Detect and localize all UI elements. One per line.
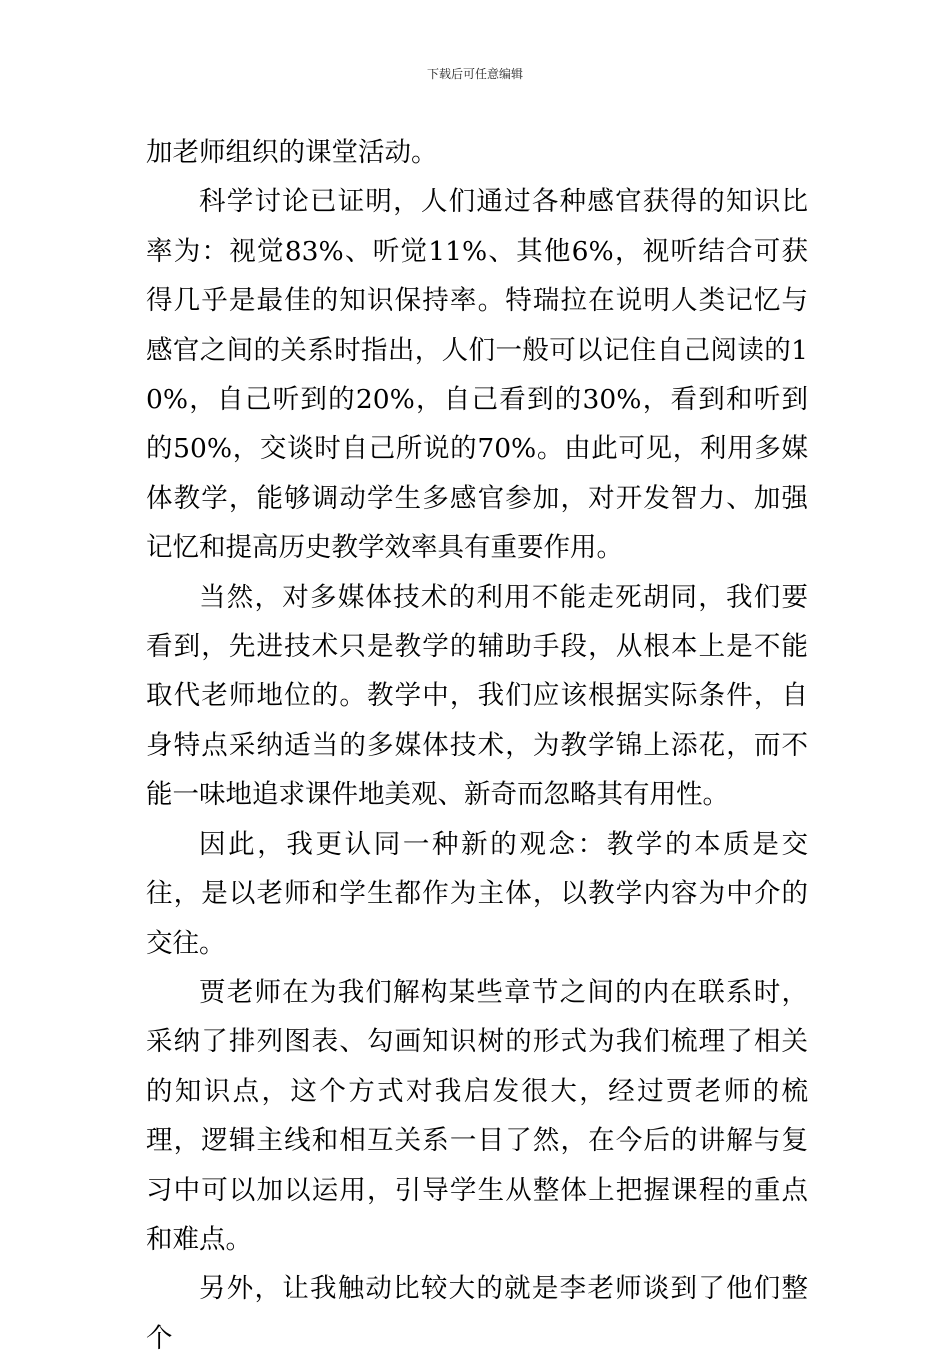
paragraph-3: 当然，对多媒体技术的利用不能走死胡同，我们要看到，先进技术只是教学的辅助手段，从根本上是不能取代老师地位的。教学中，我们应该根据实际条件，自身特点采纳适当的多媒体技术，为教学锦上添花，而不能一味地追求课件地美观、新奇而忽略其有用性。	[146, 581, 808, 811]
paragraph-5: 贾老师在为我们解构某些章节之间的内在联系时，采纳了排列图表、勾画知识树的形式为我们梳理了相关的知识点，这个方式对我启发很大，经过贾老师的梳理，逻辑主线和相互关系一目了然，在今后的讲解与复习中可以加以运用，引导学生从整体上把握课程的重点和难点。	[146, 976, 808, 1255]
paragraph-1: 加老师组织的课堂活动。	[146, 137, 438, 168]
document-body	[146, 128, 808, 1363]
paragraph-6: 另外，让我触动比较大的就是李老师谈到了他们整个	[146, 1273, 808, 1354]
page-header: 下载后可任意编辑	[426, 67, 523, 81]
paragraph-4: 因此，我更认同一种新的观念：教学的本质是交往，是以老师和学生都作为主体，以教学内容为中介的交往。	[146, 828, 808, 959]
paragraph-2: 科学讨论已证明，人们通过各种感官获得的知识比率为：视觉83%、听觉11%、其他6%，视听结合可获得几乎是最佳的知识保持率。特瑞拉在说明人类记忆与感官之间的关系时指出，人们一般可以记住自己阅读的10%，自己听到的20%，自己看到的30%，看到和听到的50%，交谈时自己所说的70%。由此可见，利用多媒体教学，能够调动学生多感官参加，对开发智力、加强记忆和提高历史教学效率具有重要作用。	[146, 186, 808, 564]
